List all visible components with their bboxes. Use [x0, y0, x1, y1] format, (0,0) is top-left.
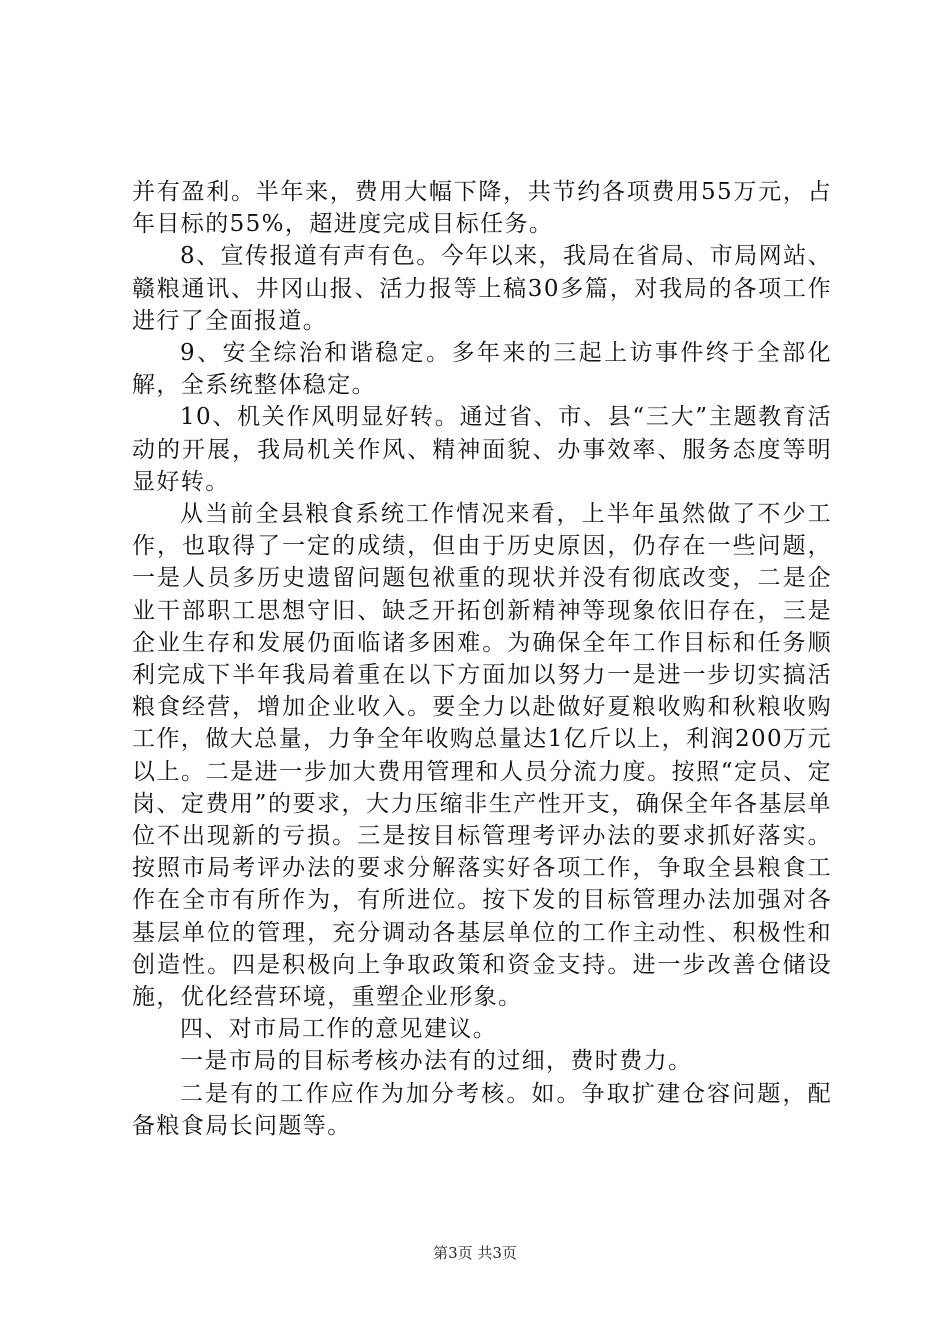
section-heading-suggestions: 四、对市局工作的意见建议。	[180, 1016, 498, 1043]
paragraph-item-10-work-style: 10、机关作风明显好转。通过省、市、县“三大”主题教育活动的开展，我局机关作风、精神面貌、办事效率、服务态度等明显好转。	[132, 404, 832, 495]
page-number-footer: 第3页 共3页	[433, 1244, 517, 1262]
paragraph-item-9-safety: 9、安全综治和谐稳定。多年来的三起上访事件终于全部化解，全系统整体稳定。	[132, 340, 832, 399]
paragraph-item-8-publicity: 8、宣传报道有声有色。今年以来，我局在省局、市局网站、赣粮通讯、井冈山报、活力报等上稿30多篇，对我局的各项工作进行了全面报道。	[132, 243, 832, 334]
paragraph-continuation-savings: 并有盈利。半年来，费用大幅下降，共节约各项费用55万元，占年目标的55%，超进度完成目标任务。	[132, 179, 832, 238]
paragraph-problems-and-plans: 从当前全县粮食系统工作情况来看，上半年虽然做了不少工作，也取得了一定的成绩，但由于历史原因，仍存在一些问题，一是人员多历史遗留问题包袱重的现状并没有彻底改变，二是企业干部职工思想守旧、缺乏开拓创新精神等现象依旧存在，三是企业生存和发展仍面临诸多困难。为确保全年工作目标和任务顺利完成下半年我局着重在以下方面加以努力一是进一步切实搞活粮食经营，增加企业收入。要全力以赴做好夏粮收购和秋粮收购工作，做大总量，力争全年收购总量达1亿斤以上，利润200万元以上。二是进一步加大费用管理和人员分流力度。按照“定员、定岗、定费用”的要求，大力压缩非生产性开支，确保全年各基层单位不出现新的亏损。三是按目标管理考评办法的要求抓好落实。按照市局考评办法的要求分解落实好各项工作，争取全县粮食工作在全市有所作为，有所进位。按下发的目标管理办法加强对各基层单位的管理，充分调动各基层单位的工作主动性、积极性和创造性。四是积极向上争取政策和资金支持。进一步改善仓储设施，优化经营环境，重塑企业形象。	[132, 501, 832, 1011]
document-body	[132, 176, 832, 1142]
paragraph-suggestion-2: 二是有的工作应作为加分考核。如。争取扩建仓容问题，配备粮食局长问题等。	[132, 1080, 832, 1139]
paragraph-suggestion-1: 一是市局的目标考核办法有的过细，费时费力。	[180, 1048, 693, 1075]
